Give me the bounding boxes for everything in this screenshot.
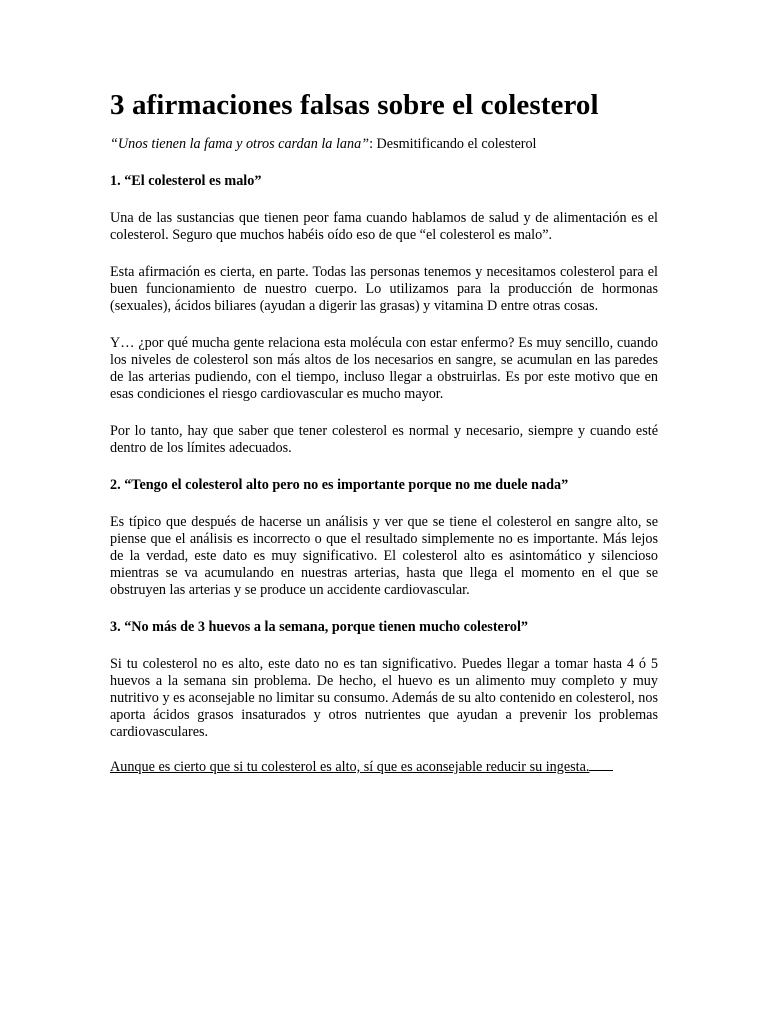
underline-tail (589, 769, 613, 771)
section-3-heading: 3. “No más de 3 huevos a la semana, porque tienen mucho colesterol” (110, 619, 529, 635)
closing-text: Aunque es cierto que si tu colesterol es alto, sí que es aconsejable reducir su ingesta. (110, 759, 590, 775)
section-2-heading: 2. “Tengo el colesterol alto pero no es importante porque no me duele nada” (110, 477, 569, 493)
section-3-paragraph-1: Si tu colesterol no es alto, este dato no es tan significativo. Puedes llegar a tomar hasta 4 ó 5 huevos a la semana sin problema. De hecho, el huevo es un alimento muy completo y muy nutritivo y es aconsejable no limitar su consumo. Además de su alto contenido en colesterol, nos aporta ácidos grasos insaturados y otros nutrientes que ayudan a prevenir los problemas cardiovasculares. (110, 656, 658, 740)
document-subtitle (110, 136, 658, 153)
closing-line (110, 759, 658, 776)
section-2-paragraph-1: Es típico que después de hacerse un análisis y ver que se tiene el colesterol en sangre alto, se piense que el análisis es incorrecto o que el resultado simplemente no es importante. Más lejos de la verdad, este dato es muy significativo. El colesterol alto es asintomático y silencioso mientras se va acumulando en nuestras arterias, hasta que llega el momento en el que se obstruyen las arterias y se produce un accidente cardiovascular. (110, 514, 658, 598)
document-title: 3 afirmaciones falsas sobre el colesterol (110, 89, 599, 121)
section-1-paragraph-2: Esta afirmación es cierta, en parte. Todas las personas tenemos y necesitamos colesterol para el buen funcionamiento de nuestro cuerpo. Lo utilizamos para la producción de hormonas (sexuales), ácidos biliares (ayudan a digerir las grasas) y vitamina D entre otras cosas. (110, 264, 658, 314)
document-page (110, 86, 658, 776)
subtitle-quote: “Unos tienen la fama y otros cardan la lana” (110, 136, 370, 152)
section-1-heading: 1. “El colesterol es malo” (110, 173, 262, 189)
section-1-paragraph-3: Y… ¿por qué mucha gente relaciona esta molécula con estar enfermo? Es muy sencillo, cuando los niveles de colesterol son más altos de los necesarios en sangre, se acumulan en las paredes de las arterias pudiendo, con el tiempo, incluso llegar a obstruirlas. Es por este motivo que en esas condiciones el riesgo cardiovascular es mucho mayor. (110, 335, 658, 402)
subtitle-rest: : Desmitificando el colesterol (369, 136, 537, 152)
section-1-paragraph-1: Una de las sustancias que tienen peor fama cuando hablamos de salud y de alimentación es el colesterol. Seguro que muchos habéis oído eso de que “el colesterol es malo”. (110, 210, 658, 243)
section-1-paragraph-4: Por lo tanto, hay que saber que tener colesterol es normal y necesario, siempre y cuando esté dentro de los límites adecuados. (110, 423, 658, 456)
